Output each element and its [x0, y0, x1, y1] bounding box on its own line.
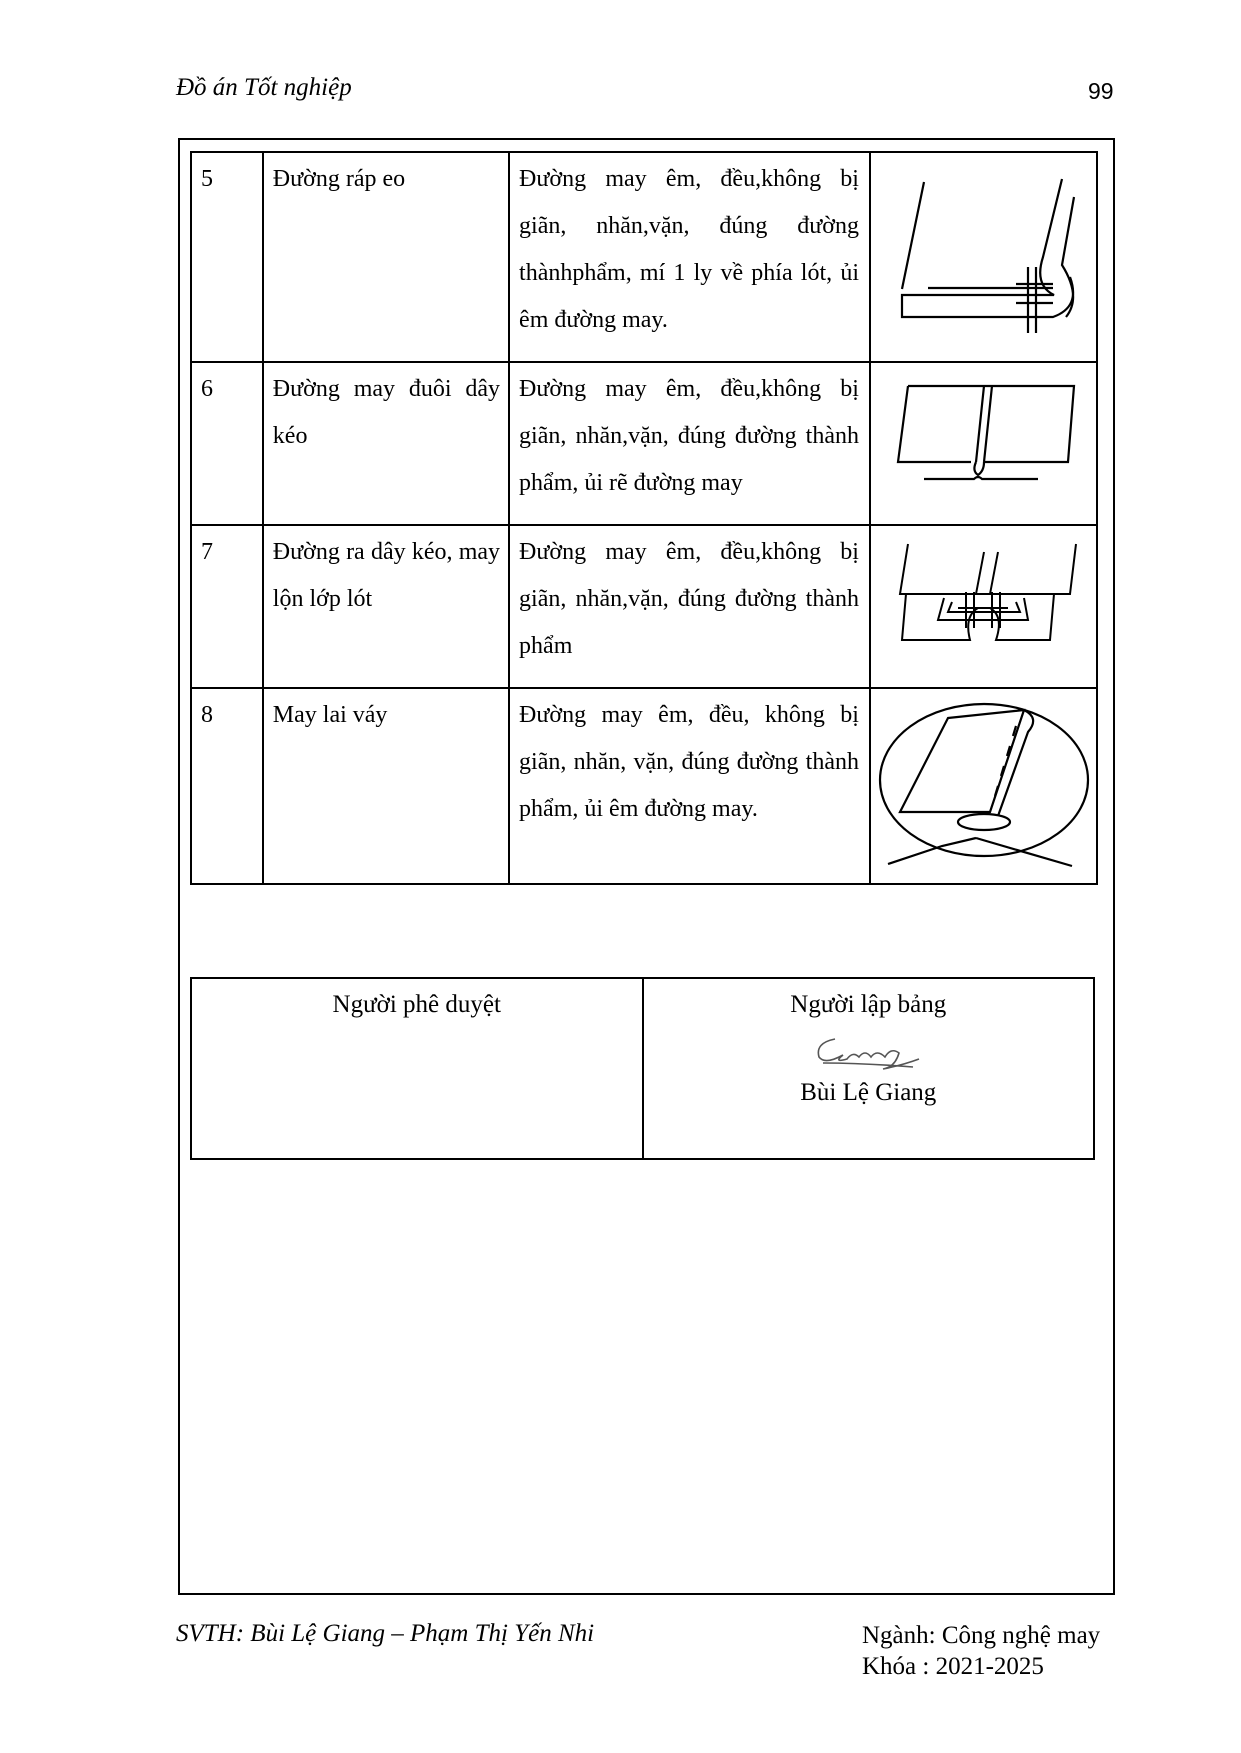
row-number: 6: [191, 362, 263, 525]
row-number: 5: [191, 152, 263, 362]
seam-requirement: Đường may êm, đều, không bị giãn, nhăn, vặn, đúng đường thành phẩm, ủi êm đường may.: [509, 688, 870, 884]
table-row: [191, 978, 1094, 1159]
page-number: 99: [1088, 78, 1114, 104]
seam-requirement: Đường may êm, đều,không bị giãn, nhăn,vặn, đúng đường thành phẩm, ủi rẽ đường may: [509, 362, 870, 525]
table-row: [191, 152, 1097, 362]
document-title: Đồ án Tốt nghiệp: [176, 74, 352, 101]
seam-name: May lai váy: [263, 688, 509, 884]
preparer-cell: [643, 978, 1095, 1159]
skirt-hem-diagram-icon: [870, 688, 1097, 884]
table-row: [191, 525, 1097, 688]
waist-seam-diagram-icon: [870, 152, 1097, 362]
course-label: Khóa : 2021-2025: [862, 1653, 1044, 1680]
student-names: SVTH: Bùi Lệ Giang – Phạm Thị Yến Nhi: [176, 1620, 595, 1647]
zipper-lining-seam-diagram-icon: [870, 525, 1097, 688]
table-row: [191, 362, 1097, 525]
approval-table: [190, 977, 1095, 1160]
row-number: 7: [191, 525, 263, 688]
seam-name: Đường may đuôi dây kéo: [263, 362, 509, 525]
signature-icon: [813, 1033, 923, 1073]
seam-requirement: Đường may êm, đều,không bị giãn, nhăn,vặn, đúng đường thànhphẩm, mí 1 ly về phía lót, ủi êm đường may.: [509, 152, 870, 362]
seam-name: Đường ráp eo: [263, 152, 509, 362]
table-row: [191, 688, 1097, 884]
row-number: 8: [191, 688, 263, 884]
program-info: [862, 1620, 1100, 1682]
approver-label: Người phê duyệt: [332, 991, 501, 1018]
preparer-name: Bùi Lệ Giang: [800, 1079, 937, 1106]
seam-requirement: Đường may êm, đều,không bị giãn, nhăn,vặn, đúng đường thành phẩm: [509, 525, 870, 688]
approver-cell: [191, 978, 643, 1159]
seam-name: Đường ra dây kéo, may lộn lớp lót: [263, 525, 509, 688]
zipper-end-seam-diagram-icon: [870, 362, 1097, 525]
preparer-label: Người lập bảng: [790, 991, 947, 1018]
major-label: Ngành: Công nghệ may: [862, 1622, 1101, 1649]
seam-spec-table: [190, 151, 1098, 885]
